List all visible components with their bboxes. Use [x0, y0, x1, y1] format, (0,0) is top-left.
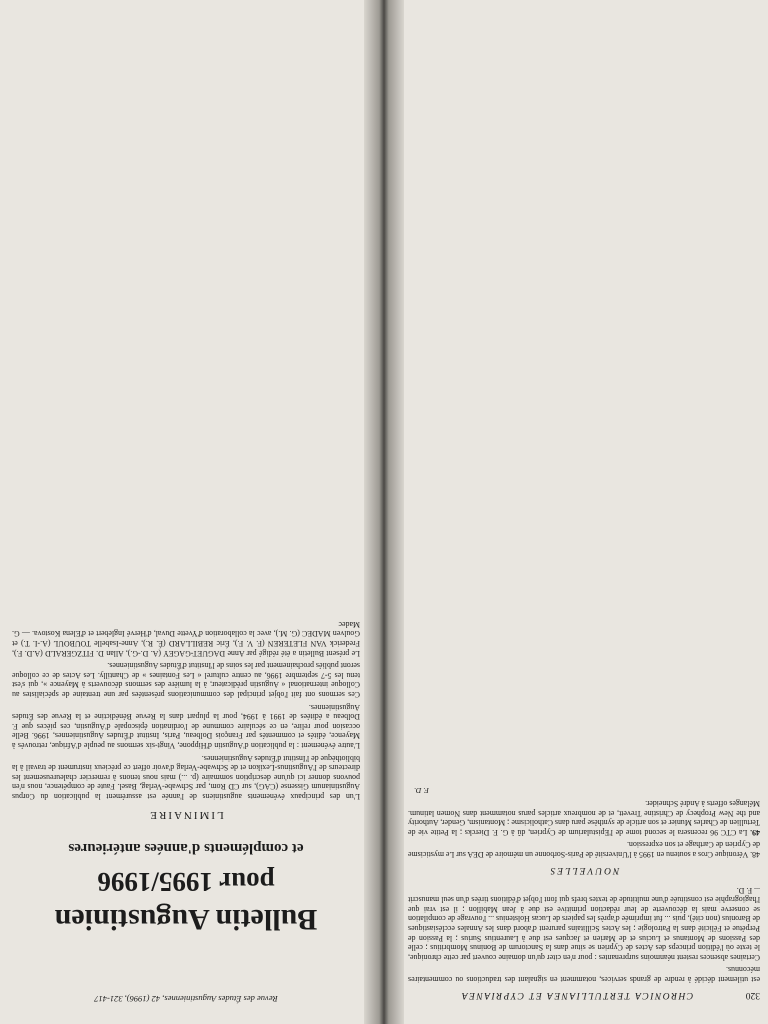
liminaire-heading: LIMINAIRE [148, 809, 224, 821]
entry-text: Certaines absences restent néanmoins surprenantes : pour n'en citer qu'un domaine couvert par cette chronique, le texte où l'édition princeps des Actes de Cyprien se situe dans la Sanctorum de Boninus Mombritius ; celle des Passions de Montanus et Lucius et de Marien et Jacques est due à Laurentius Surius ; la Passion de Perpétue et Félicité dans la Patrologie ; les Actes Scillitains parurent d'abord dans les Annales ecclésiastiques de Baronius (non cité), puis ... fut imprimée d'après les papiers de Lucas Holstenius ... l'ouvrage de compilation se conserve mais la découverte de leur rédaction primitive est due à Jean Mabillon ; il est vrai que l'hagiographie est constituée d'une multitude de textes brefs qui font l'objet d'éditions tirées d'un seul manuscrit ... F. D. [408, 885, 760, 962]
top-text: est utilement décidé à rendre de grands services, notamment en signalant des traductions ou commentaires méconnus. [408, 965, 760, 984]
nouvelles-heading: NOUVELLES [548, 865, 620, 876]
running-title: CHRONICA TERTULLIANEA ET CYPRIANEA [460, 990, 694, 1000]
nouvelles-text: 48. Véronique Cros a soutenu en 1995 à l'Université de Paris-Sorbonne un mémoire de DEA sur Le mysticisme de Cyprien de Carthage et son expression. [408, 840, 760, 860]
liminaire-paragraph: Le présent Bulletin a été rédigé par Anne DAGUET-GAGEY (A. D.-G.), Allan D. FITZGERALD (A.D. F.), Frederick VAN FLETEREN (F. V. F.), Éric REBILLARD (É. R.), Anne-Isabelle TOUBOUL (A.-I. T.) et Goulven MADEC (G. M.), avec la collaboration d'Yvette Duval, d'Hervé Inglebert et d'Elena Kostova. — G. Madec [12, 619, 360, 658]
entry-lead: 49. [750, 827, 760, 837]
entry-text: La CTC 96 recensera le second tome de l'Epistularium de Cyprien, dû à G. F. Diercks ; la Petite vie de Tertullien de Charles Munier et son article de synthèse paru dans Catholicisme ; Montanism, Gender, Authority and the New Prophecy de Christine Trevett, et de nombreux articles parus notamment dans Nomen latinum. Mélanges offerts à André Schneider. [408, 799, 760, 837]
title-block [12, 839, 360, 936]
liminaire-paragraph: L'autre événement : la publication d'Augustin d'Hippone, Vingt-six sermons au peuple d'Afrique, retrouvés à Mayence, édités et commentés par François Dolbeau, Paris, Institut d'Études Augustiniennes, 1996. Belle occasion pour relire, en ce séculaire commune de l'ordination épiscopale d'Augustin, ces pièces que F. Dolbeau a éditées de 1991 à 1994, pour la plupart dans la Revue Bénédictine et la Revue des Études Augustiniennes. [12, 702, 360, 751]
page-number: 320 [745, 990, 760, 1000]
entry-49 [408, 799, 760, 837]
left-page [408, 14, 760, 1010]
bulletin-title: Bulletin Augustinien [54, 903, 318, 936]
running-head [408, 990, 760, 1000]
signature: F. D. [414, 786, 429, 796]
liminaire-paragraph: Ces sermons ont fait l'objet principal des communications présentées par une trentaine de spécialistes au Colloque international « Augustin prédicateur, à la lumière des sermons découverts à Mayence », qui s'est tenu les 5-7 septembre 1996, au centre culturel « Les Fontaines » de Chantilly. Les Actes de ce colloque seront publiés prochainement par les soins de l'Institut d'Études Augustiniennes. [12, 661, 360, 700]
liminaire-paragraph: L'un des principaux événements augustiniens de l'année est assurément la publication du Corpus Augustinianum Gissense (CAG), sur CD Rom, par Schwabe-Verlag, Basel. Faute de compétence, nous n'en pouvons donner ici qu'une description sommaire (p. ...) mais nous tenons à remercier chaleureusement les directeurs de l'Augustinus-Lexikon et de Schwabe-Verlag d'avoir offert ce précieux instrument de travail à la bibliothèque de l'Institut d'Études Augustiniennes. [12, 753, 360, 801]
bulletin-subtitle: et compléments d'années antérieures [68, 840, 304, 856]
entry-48 [408, 885, 760, 962]
bulletin-years: pour 1995/1996 [97, 867, 275, 897]
book-gutter [364, 0, 404, 1024]
right-page [12, 14, 360, 1010]
journal-citation: Revue des Études Augustiniennes, 42 (1996), 321-417 [94, 994, 278, 1004]
